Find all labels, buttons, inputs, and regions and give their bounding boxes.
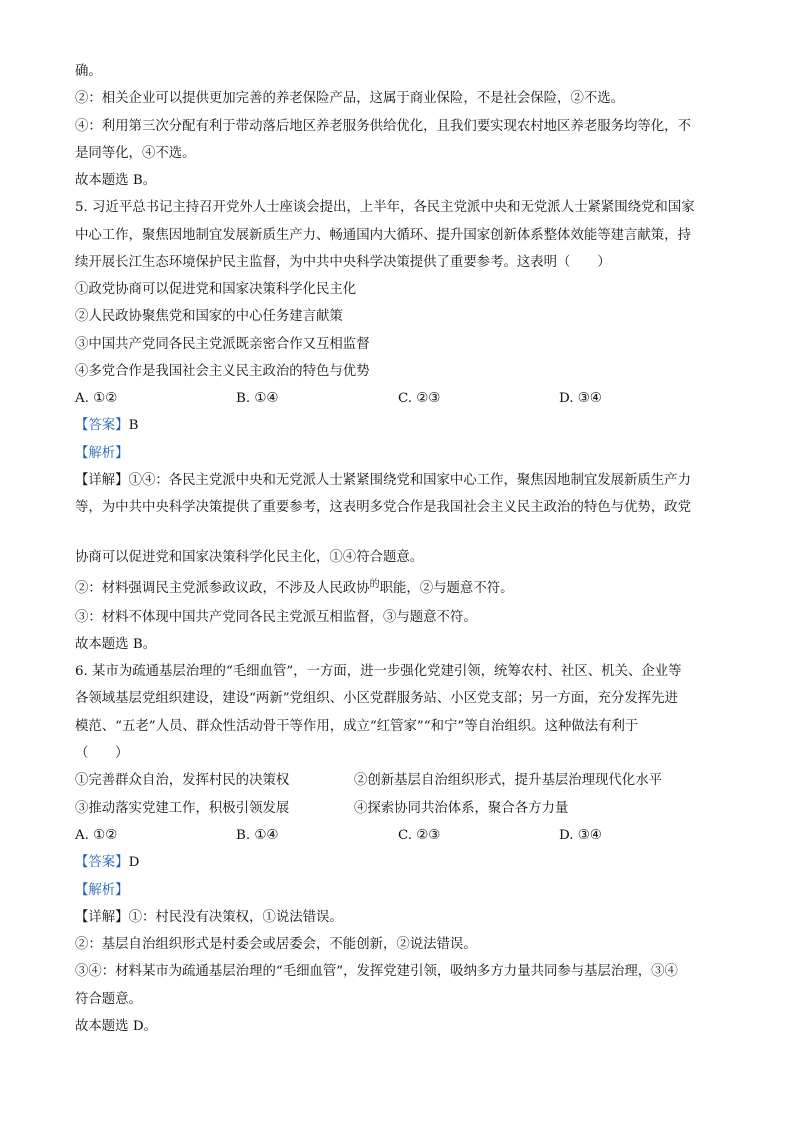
- text-line: ④：利用第三次分配有利于带动落后地区养老服务供给优化，且我们要实现农村地区养老服务均等化，不: [75, 119, 691, 134]
- question-6-stem: 模范、“五老”人员、群众性活动骨干等作用，成立“红管家”“和宁”等自治组织。这种做法有利于: [75, 719, 639, 734]
- question-6-item: ①完善群众自治，发挥村民的决策权: [75, 773, 290, 788]
- answer-line: [75, 854, 139, 872]
- answer-value: D: [128, 855, 140, 870]
- question-5-item: ③中国共产党同各民主党派既亲密合作又互相监督: [75, 337, 370, 352]
- text-line: 等，为中共中央科学决策提供了重要参考，这表明多党合作是我国社会主义民主政治的特色与优势，政党: [75, 500, 691, 515]
- text-line: ②：相关企业可以提供更加完善的养老保险产品，这属于商业保险，不是社会保险，②不选。: [75, 91, 625, 106]
- question-5-item: ②人民政协聚焦党和国家的中心任务建言献策: [75, 309, 343, 324]
- option-a: A. ①②: [75, 828, 118, 843]
- question-5-stem: 中心工作，聚焦因地制宜发展新质生产力、畅通国内大循环、提升国家创新体系整体效能等建言献策，持: [75, 228, 691, 243]
- detail-text: ①：村民没有决策权，①说法错误。: [128, 910, 343, 925]
- question-6-item: ③推动落实党建工作，积极引领发展: [75, 801, 290, 816]
- question-6-stem: （ ）: [75, 746, 129, 761]
- text-line: [75, 580, 514, 599]
- option-c: C. ②③: [398, 391, 441, 406]
- text-line: 协商可以促进党和国家决策科学化民主化，①④符合题意。: [75, 550, 424, 565]
- detail-text: ①④：各民主党派中央和无党派人士紧紧围绕党和国家中心工作，聚焦因地制宜发展新质生产力: [128, 473, 691, 488]
- text-fragment: 的: [369, 579, 380, 590]
- text-line: 是同等化，④不选。: [75, 146, 196, 161]
- option-c: C. ②③: [398, 828, 441, 843]
- text-line: ③④：材料某市为疏通基层治理的“毛细血管”，发挥党建引领，吸纳多方力量共同参与基层治理，③④: [75, 964, 678, 979]
- question-5-item: ④多党合作是我国社会主义民主政治的特色与优势: [75, 364, 370, 379]
- text-line: 故本题选 B。: [75, 173, 157, 188]
- option-a: A. ①②: [75, 391, 118, 406]
- question-6-item: ④探索协同共治体系，聚合各方力量: [354, 801, 569, 816]
- question-6-stem: 各领域基层党组织建设，建设“两新”党组织、小区党群服务站、小区党支部；另一方面，充分发挥先进: [75, 691, 678, 706]
- option-b: B. ①④: [236, 828, 279, 843]
- text-line: ②：基层自治组织形式是村委会或居委会，不能创新，②说法错误。: [75, 937, 477, 952]
- option-d: D. ③④: [559, 391, 602, 406]
- analysis-tag: 【解析】: [75, 446, 129, 461]
- question-5-stem: 续开展长江生态环境保护民主监督，为中共中央科学决策提供了重要参考。这表明（ ）: [75, 255, 611, 270]
- question-5-item: ①政党协商可以促进党和国家决策科学化民主化: [75, 282, 357, 297]
- text-line: 故本题选 B。: [75, 637, 157, 652]
- analysis-tag: 【解析】: [75, 883, 129, 898]
- answer-tag: 【答案】: [75, 855, 129, 870]
- detail-tag: 【详解】: [75, 910, 129, 925]
- answer-value: B: [128, 418, 139, 433]
- detail-line: [75, 909, 343, 927]
- text-fragment: ②：材料强调民主党派参政议政，不涉及人民政协: [75, 581, 370, 596]
- answer-line: [75, 417, 138, 435]
- text-line: 确。: [75, 64, 102, 79]
- question-6-item: ②创新基层自治组织形式，提升基层治理现代化水平: [354, 773, 662, 788]
- text-line: ③：材料不体现中国共产党同各民主党派互相监督，③与题意不符。: [75, 610, 477, 625]
- text-line: 符合题意。: [75, 992, 142, 1007]
- option-d: D. ③④: [559, 828, 602, 843]
- text-fragment: 职能，②与题意不符。: [379, 581, 514, 596]
- question-6-stem: 6. 某市为疏通基层治理的“毛细血管”，一方面，进一步强化党建引领，统筹农村、社区、机关、企业等: [75, 664, 682, 679]
- detail-line: [75, 472, 691, 490]
- text-line: 故本题选 D。: [75, 1019, 157, 1034]
- question-5-stem: 5. 习近平总书记主持召开党外人士座谈会提出，上半年，各民主党派中央和无党派人士紧紧围绕党和国家: [75, 200, 695, 215]
- answer-tag: 【答案】: [75, 418, 129, 433]
- detail-tag: 【详解】: [75, 473, 129, 488]
- option-b: B. ①④: [236, 391, 279, 406]
